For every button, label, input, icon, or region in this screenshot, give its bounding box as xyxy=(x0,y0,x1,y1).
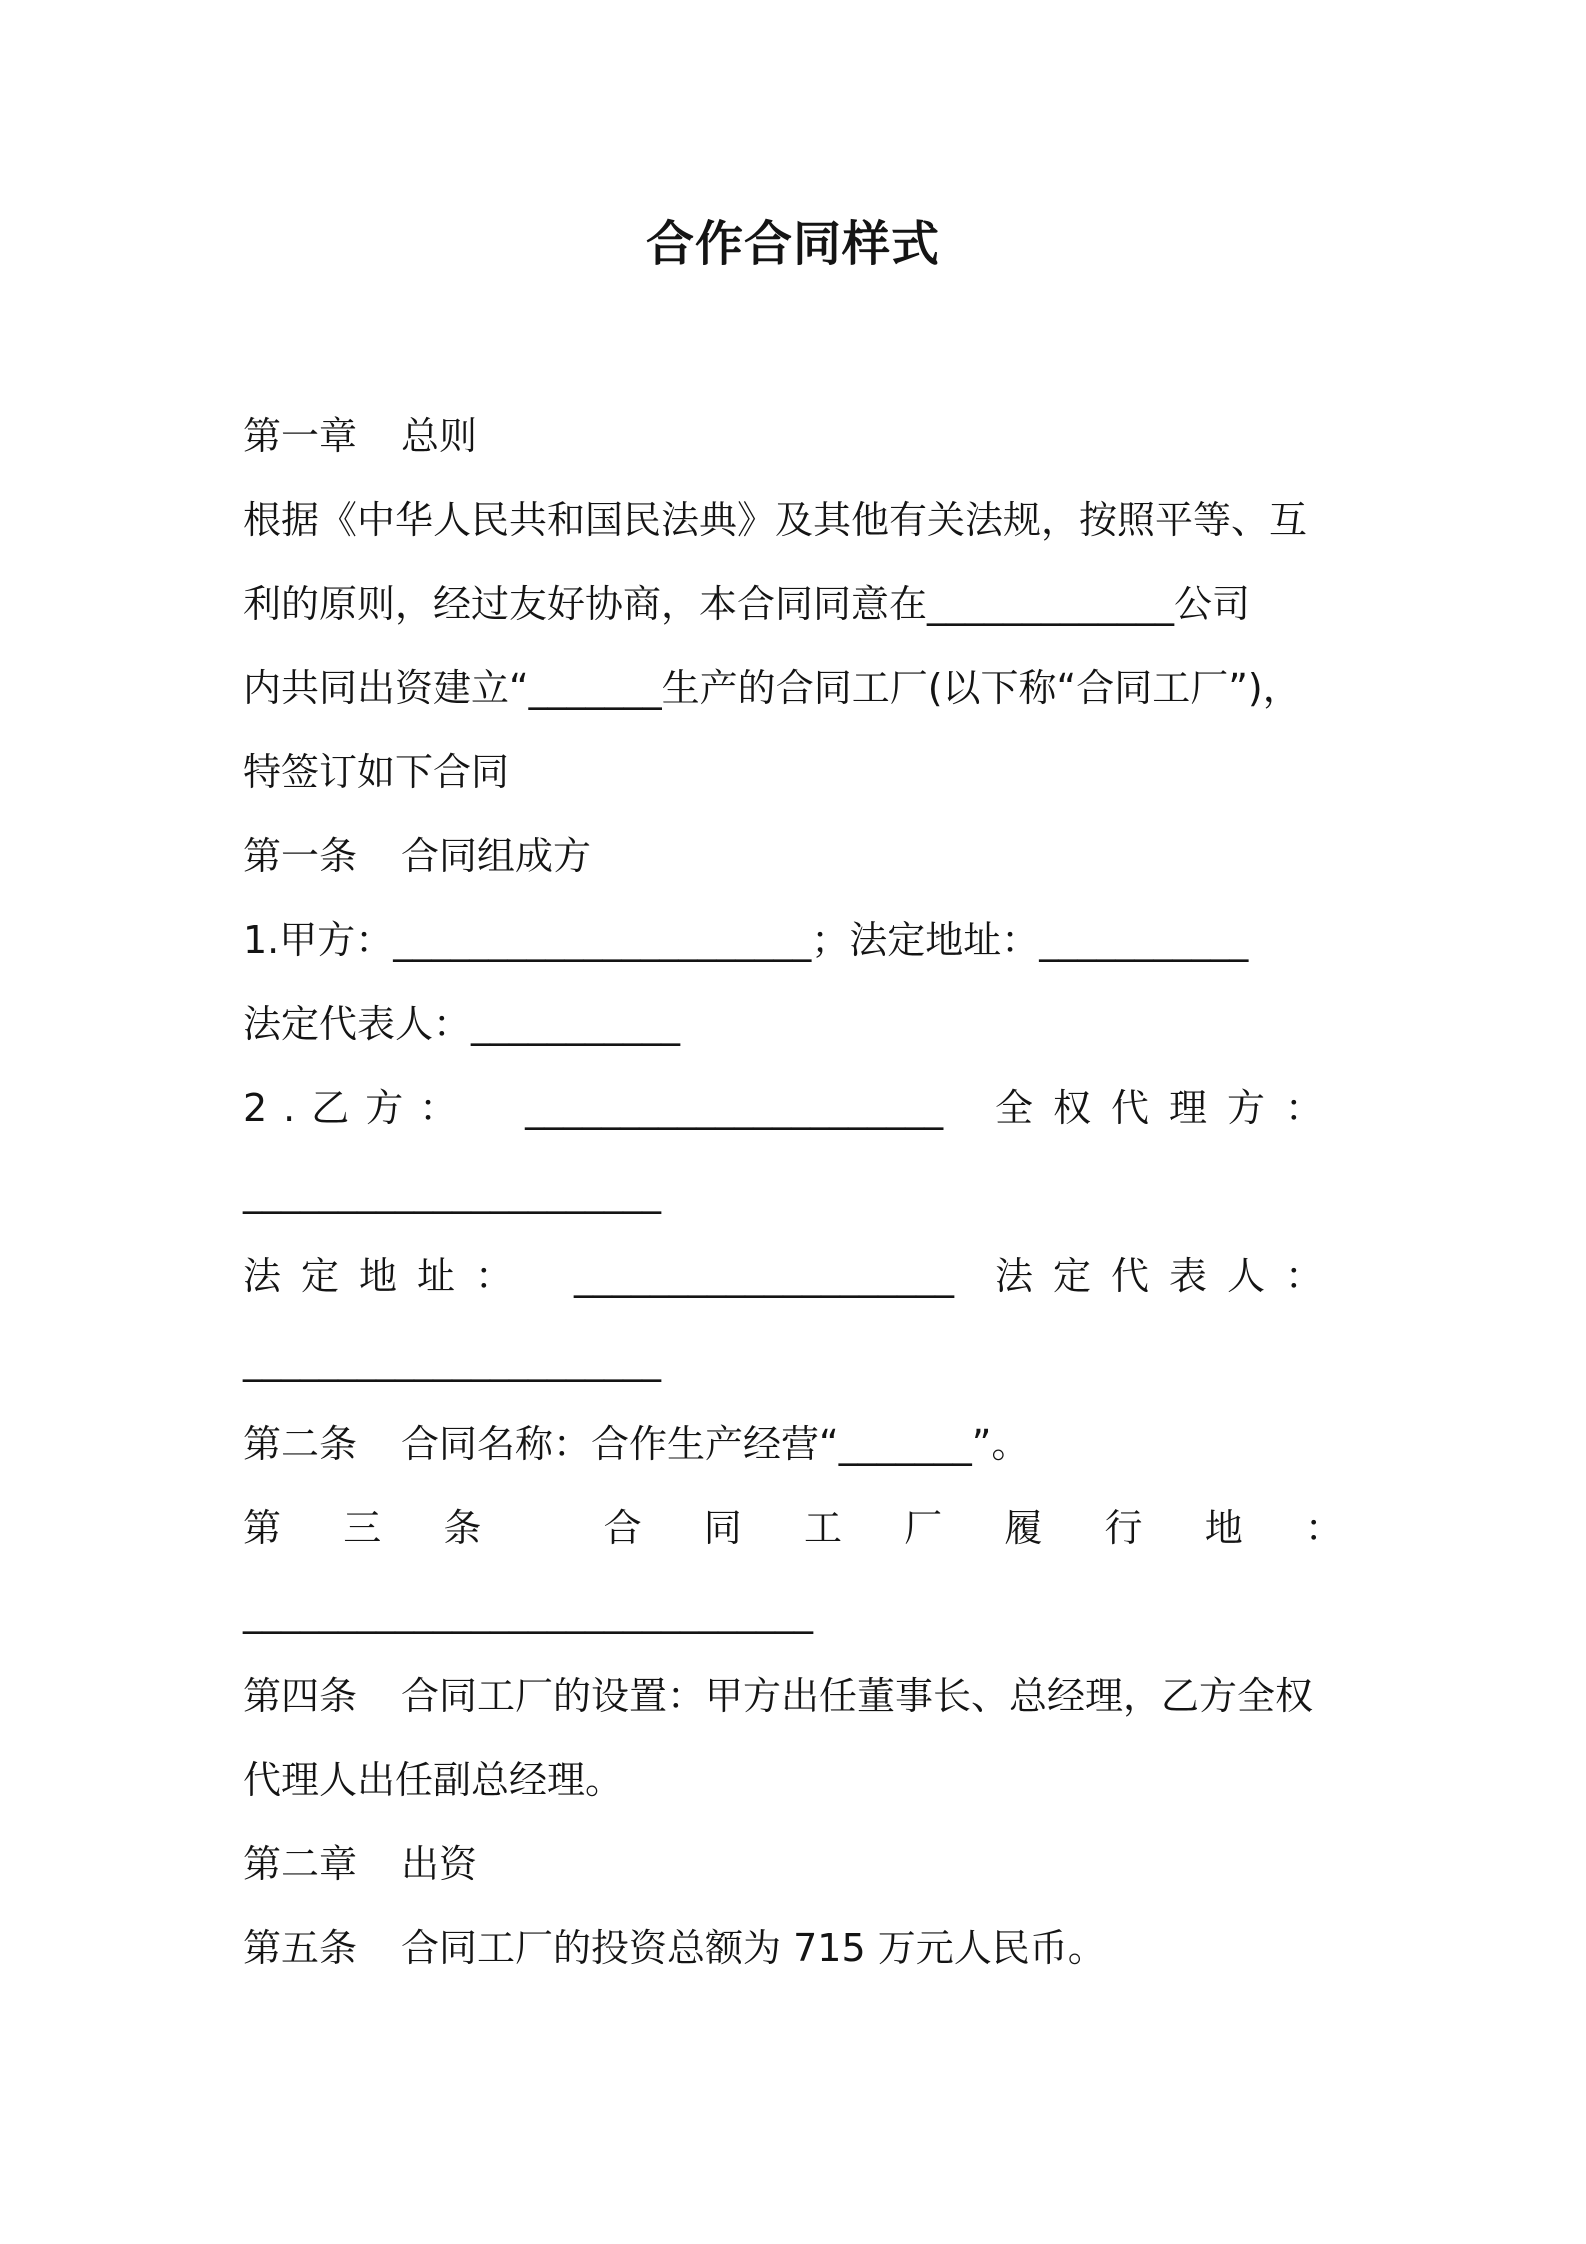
article-4 xyxy=(243,1670,1313,1722)
article-3-char: 条 xyxy=(443,1506,482,1550)
article-2 xyxy=(243,1418,1029,1470)
article-4-number: 第四条 xyxy=(243,1674,358,1718)
chapter-2-name: 出资 xyxy=(401,1842,478,1886)
article-3-char: 同 xyxy=(703,1506,742,1550)
page-title: 合作合同样式 xyxy=(645,216,940,272)
article-3-char: ： xyxy=(1304,1506,1343,1550)
party-b-rep-blank: ______________________ xyxy=(243,1338,661,1382)
article-3-char: 地 xyxy=(1204,1506,1243,1550)
article-3-char: 第 xyxy=(243,1506,282,1550)
chapter-1-heading xyxy=(243,410,477,462)
article-3-char: 工 xyxy=(803,1506,842,1550)
preamble-line-3: 内共同出资建立“_______生产的合同工厂(以下称“合同工厂”)， xyxy=(243,666,1301,710)
party-b-address-label: 法定地址： xyxy=(243,1254,534,1298)
article-3-line xyxy=(243,1502,1343,1554)
chapter-1-name: 总则 xyxy=(401,414,478,458)
preamble-line-4: 特签订如下合同 xyxy=(243,750,510,794)
party-b-blank: ______________________ xyxy=(525,1086,944,1130)
chapter-2-heading xyxy=(243,1838,477,1890)
party-b-line xyxy=(243,1082,1343,1134)
article-5 xyxy=(243,1922,1106,1974)
chapter-1-number: 第一章 xyxy=(243,414,358,458)
article-3-char: 三 xyxy=(343,1506,382,1550)
article-3-char: 行 xyxy=(1104,1506,1143,1550)
article-3-char: 合 xyxy=(603,1506,642,1550)
article-4-continuation: 代理人出任副总经理。 xyxy=(243,1758,624,1802)
article-4-text: 合同工厂的设置：甲方出任董事长、总经理，乙方全权 xyxy=(401,1674,1314,1718)
article-3-char: 履 xyxy=(1004,1506,1043,1550)
preamble-line-2: 利的原则，经过友好协商，本合同同意在_____________公司 xyxy=(243,582,1251,626)
party-b-address-line xyxy=(243,1250,1343,1302)
party-b-label: 2.乙方： xyxy=(243,1086,474,1130)
article-2-text: 合同名称：合作生产经营“_______”。 xyxy=(401,1422,1030,1466)
party-a-line-1: 1.甲方：______________________；法定地址：___________ xyxy=(243,918,1249,962)
article-1-text: 合同组成方 xyxy=(401,834,592,878)
article-2-number: 第二条 xyxy=(243,1422,358,1466)
article-3-blank: ______________________________ xyxy=(243,1590,813,1634)
article-5-text: 合同工厂的投资总额为 715 万元人民币。 xyxy=(401,1926,1106,1970)
party-b-rep-label: 法定代表人： xyxy=(994,1254,1343,1298)
chapter-2-number: 第二章 xyxy=(243,1842,358,1886)
article-3-char: 厂 xyxy=(904,1506,943,1550)
article-1-number: 第一条 xyxy=(243,834,358,878)
party-b-address-blank: ____________________ xyxy=(574,1254,954,1298)
preamble-line-1: 根据《中华人民共和国民法典》及其他有关法规，按照平等、互 xyxy=(243,498,1308,542)
party-a-line-2: 法定代表人：___________ xyxy=(243,1002,681,1046)
party-b-agent-label: 全权代理方： xyxy=(994,1086,1343,1130)
article-1 xyxy=(243,830,591,882)
party-b-agent-blank: ______________________ xyxy=(243,1170,661,1214)
article-5-number: 第五条 xyxy=(243,1926,358,1970)
